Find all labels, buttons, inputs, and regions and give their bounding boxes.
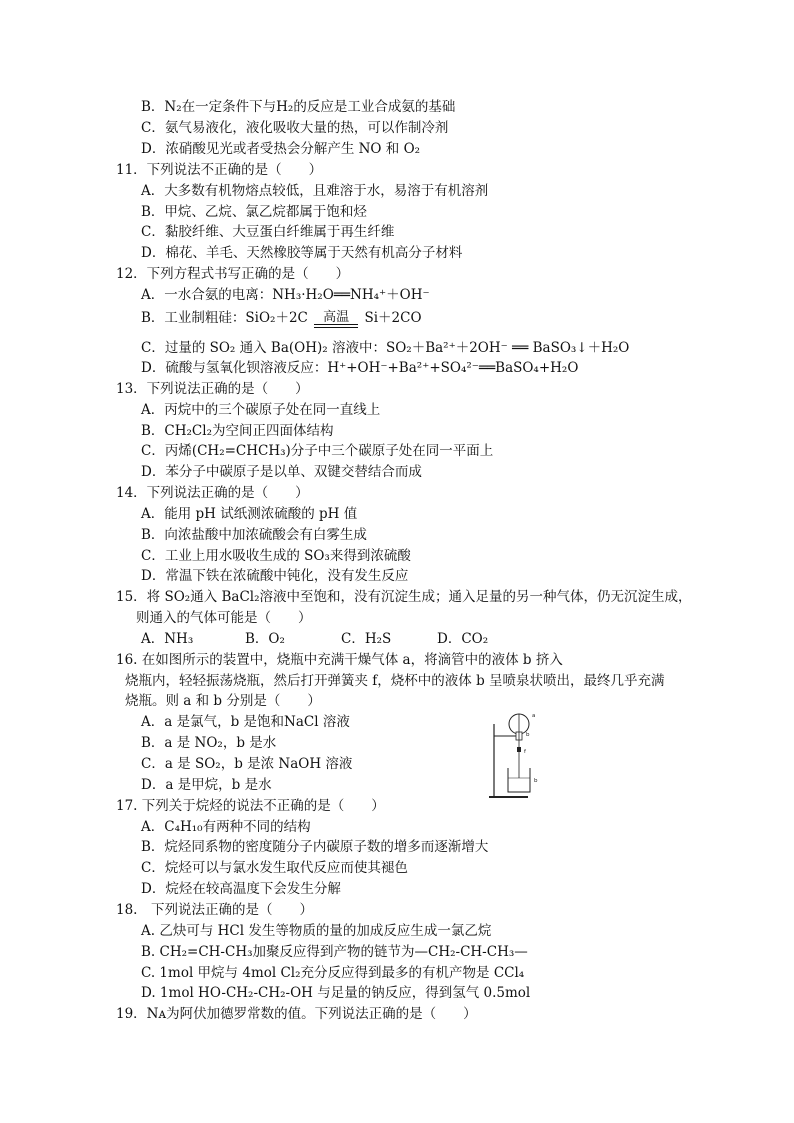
- option-line: C．黏胶纤维、大豆蛋白纤维属于再生纤维: [141, 224, 395, 240]
- label-b-beaker: b: [534, 778, 538, 784]
- option-line: A．C₄H₁₀有两种不同的结构: [141, 819, 311, 835]
- label-f: f: [524, 749, 526, 755]
- option-line: A．丙烷中的三个碳原子处在同一直线上: [141, 402, 381, 418]
- question-16-cont: 烧瓶。则 a 和 b 分别是（ ）: [125, 693, 321, 709]
- option-line: D．常温下铁在浓硫酸中钝化，没有发生反应: [141, 568, 409, 584]
- option-line: B．甲烷、乙烷、氯乙烷都属于饱和烃: [141, 204, 367, 220]
- option-d: D．CO₂: [437, 631, 489, 647]
- option-line: B．a 是 NO₂，b 是水: [141, 735, 277, 751]
- option-line: D．浓硝酸见光或者受热会分解产生 NO 和 O₂: [141, 141, 421, 157]
- option-line: A. 乙炔可与 HCl 发生等物质的量的加成反应生成一氯乙烷: [141, 923, 492, 939]
- option-line-with-condition: [141, 308, 422, 328]
- option-b: B．O₂: [245, 631, 285, 647]
- option-line: D. 1mol HO-CH₂-CH₂-OH 与足量的钠反应，得到氢气 0.5mol: [141, 985, 531, 1001]
- condition-text: 高温: [323, 310, 350, 325]
- option-line: D．棉花、羊毛、天然橡胶等属于天然有机高分子材料: [141, 245, 463, 261]
- option-line: C．过量的 SO₂ 通入 Ba(OH)₂ 溶液中：SO₂＋Ba²⁺＋2OH⁻ ══ BaSO₃↓＋H₂O: [141, 340, 630, 356]
- option-line: C．丙烯(CH₂=CHCH₃)分子中三个碳原子处在同一平面上: [141, 443, 494, 459]
- option-line: A．能用 pH 试纸测浓硫酸的 pH 值: [141, 506, 358, 522]
- option-line: B．N₂在一定条件下与H₂的反应是工业合成氨的基础: [141, 99, 456, 115]
- label-a: a: [532, 713, 536, 719]
- question-15-cont: 则通入的气体可能是（ ）: [136, 610, 312, 626]
- question-17: 17. 下列关于烷烃的说法不正确的是（ ）: [116, 798, 385, 814]
- question-16: 16. 在如图所示的装置中，烧瓶中充满干燥气体 a，将滴管中的液体 b 挤入: [116, 652, 563, 668]
- option-line: C．a 是 SO₂，b 是浓 NaOH 溶液: [141, 756, 353, 772]
- option-line: B．向浓盐酸中加浓硫酸会有白雾生成: [141, 527, 367, 543]
- option-line: A．a 是氯气，b 是饱和NaCl 溶液: [141, 714, 350, 730]
- option-line: A．一水合氨的电离：NH₃·H₂O══NH₄⁺＋OH⁻: [141, 287, 430, 303]
- question-13: 13．下列说法正确的是（ ）: [116, 381, 309, 397]
- question-16-cont: 烧瓶内，轻轻振荡烧瓶，然后打开弹簧夹 f，烧杯中的液体 b 呈喷泉状喷出，最终几乎充满: [125, 673, 665, 689]
- fountain-apparatus-figure: [488, 710, 546, 802]
- reaction-condition: [314, 312, 358, 328]
- option-line: C．工业上用水吸收生成的 SO₃来得到浓硫酸: [141, 548, 411, 564]
- equation-right: Si＋2CO: [364, 310, 422, 326]
- question-19: 19．Nᴀ为阿伏加德罗常数的值。下列说法正确的是（ ）: [116, 1006, 477, 1022]
- option-line: B．烷烃同系物的密度随分子内碳原子数的增多而逐渐增大: [141, 839, 489, 855]
- question-11: 11．下列说法不正确的是（ ）: [116, 162, 323, 178]
- option-c: C．H₂S: [341, 631, 392, 647]
- question-15: 15．将 SO₂通入 BaCl₂溶液中至饱和，没有沉淀生成；通入足量的另一种气体，仍无沉淀生成，: [116, 589, 692, 605]
- question-12: 12．下列方程式书写正确的是（ ）: [116, 266, 350, 282]
- option-a: A．NH₃: [141, 631, 194, 647]
- option-line: A．大多数有机物熔点较低，且难溶于水，易溶于有机溶剂: [141, 183, 489, 199]
- option-line: C．烷烃可以与氯水发生取代反应而使其褪色: [141, 860, 408, 876]
- option-line: B. CH₂=CH-CH₃加聚反应得到产物的链节为—CH₂-CH-CH₃—: [141, 944, 528, 960]
- option-line: D．a 是甲烷，b 是水: [141, 777, 272, 793]
- option-row: [141, 629, 488, 649]
- option-line: D．苯分子中碳原子是以单、双键交替结合而成: [141, 464, 422, 480]
- option-line: B．CH₂Cl₂为空间正四面体结构: [141, 423, 334, 439]
- option-line: C. 1mol 甲烷与 4mol Cl₂充分反应得到最多的有机产物是 CCl₄: [141, 965, 525, 981]
- equation-left: B．工业制粗硅：SiO₂＋2C: [141, 310, 308, 326]
- question-14: 14．下列说法正确的是（ ）: [116, 485, 309, 501]
- question-18: 18. 下列说法正确的是（ ）: [116, 902, 313, 918]
- option-line: C．氨气易液化，液化吸收大量的热，可以作制冷剂: [141, 120, 449, 136]
- label-b-dropper: b: [526, 732, 530, 738]
- clip-f: [517, 747, 521, 752]
- option-line: D．烷烃在较高温度下会发生分解: [141, 881, 341, 897]
- option-line: D．硫酸与氢氧化钡溶液反应：H⁺+OH⁻+Ba²⁺+SO₄²⁻══BaSO₄+H₂O: [141, 360, 579, 376]
